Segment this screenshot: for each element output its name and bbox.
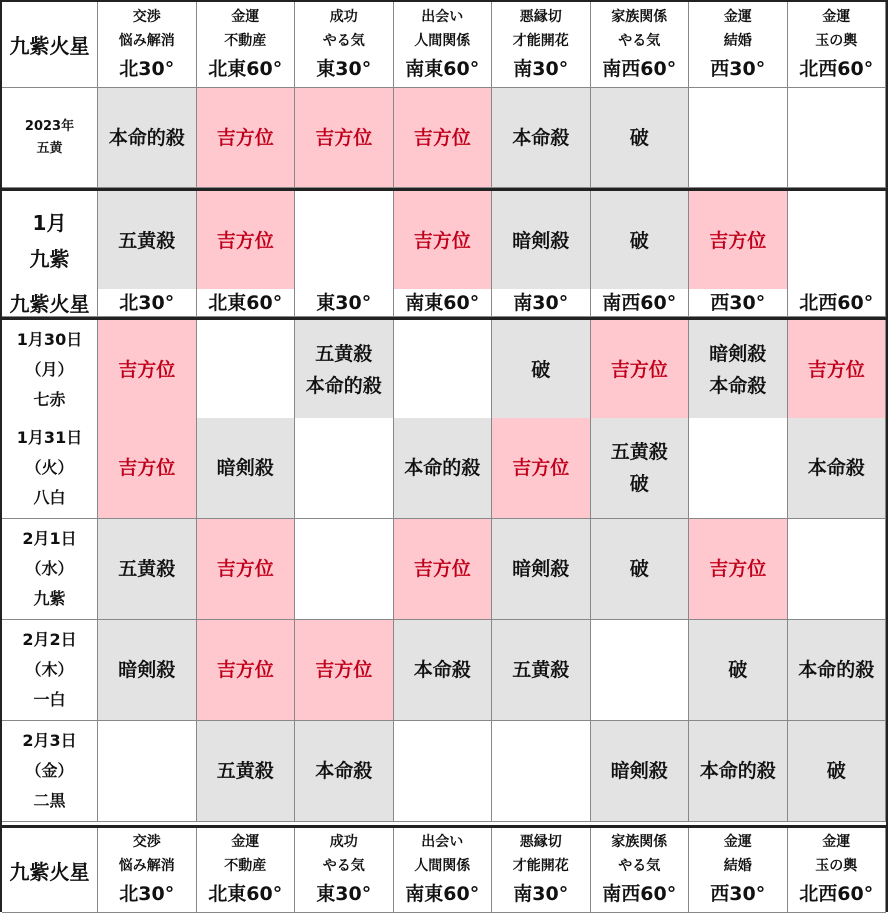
column-purpose-1: 金運	[231, 834, 260, 850]
column-purpose-1: 悪縁切	[519, 8, 562, 25]
row-label-1: 2023年	[24, 118, 75, 134]
direction-text: 西30°	[710, 291, 766, 314]
column-purpose-1: 家族関係	[611, 834, 668, 850]
footer-column-4	[394, 828, 493, 913]
day-row	[2, 418, 886, 519]
direction-cell[interactable]	[394, 88, 493, 188]
column-purpose-2: 不動産	[224, 32, 267, 49]
direction-cell[interactable]	[689, 721, 788, 822]
direction-cell[interactable]	[788, 519, 887, 620]
column-purpose-2: 人間関係	[414, 32, 471, 49]
direction-cell[interactable]	[197, 418, 296, 519]
direction-cell[interactable]	[197, 519, 296, 620]
direction-row	[2, 289, 886, 317]
footer-column-2	[197, 828, 296, 913]
direction-text: 南東60°	[405, 291, 480, 314]
direction-status-text: 五黄殺	[118, 558, 176, 580]
lucky-direction-text: 吉方位	[413, 230, 471, 252]
direction-cell[interactable]	[788, 721, 887, 822]
header-star-text: 九紫火星	[9, 34, 90, 58]
direction-cell[interactable]	[689, 88, 788, 188]
direction-status-text: 本命殺	[512, 126, 570, 149]
column-direction: 北30°	[119, 57, 175, 80]
direction-text: 東30°	[316, 291, 372, 314]
lucky-direction-text: 吉方位	[610, 359, 668, 381]
direction-status-text: 本命的殺	[404, 457, 481, 479]
lucky-direction-text: 吉方位	[216, 558, 274, 580]
column-purpose-2: 不動産	[224, 858, 267, 874]
lucky-direction-text: 吉方位	[216, 230, 274, 252]
direction-status-text: 本命殺	[413, 659, 471, 681]
column-purpose-2: 結婚	[723, 32, 752, 49]
direction-status-text: 破	[728, 659, 748, 681]
direction-cell[interactable]	[492, 88, 591, 188]
direction-status-text: 破	[629, 473, 649, 495]
direction-text: 南西60°	[602, 291, 677, 314]
direction-cell[interactable]	[788, 191, 887, 292]
header-column-6	[591, 2, 690, 88]
direction-cell[interactable]	[98, 418, 197, 519]
direction-status-text: 破	[531, 359, 551, 381]
direction-header-cell	[689, 289, 788, 317]
month-row	[2, 188, 886, 292]
direction-header-cell	[788, 289, 887, 317]
footer-row	[2, 825, 886, 913]
day-label-l1: 2月1日	[22, 529, 77, 548]
direction-status-text: 本命殺	[807, 457, 865, 479]
direction-cell[interactable]	[197, 721, 296, 822]
column-purpose-2: 玉の輿	[815, 858, 858, 874]
direction-cell[interactable]	[788, 320, 887, 421]
direction-cell[interactable]	[492, 721, 591, 822]
header-column-8	[788, 2, 887, 88]
direction-status-text: 暗剣殺	[709, 343, 767, 365]
direction-cell[interactable]	[788, 418, 887, 519]
direction-status-text: 暗剣殺	[610, 760, 668, 782]
direction-status-text: 破	[629, 126, 649, 149]
direction-status-text: 本命的殺	[699, 760, 776, 782]
direction-status-text: 五黄殺	[216, 760, 274, 782]
direction-header-cell	[295, 289, 394, 317]
column-purpose-2: 結婚	[723, 858, 752, 874]
year-row	[2, 88, 886, 188]
column-direction: 西30°	[710, 883, 766, 905]
day-label	[2, 620, 98, 721]
direction-cell[interactable]	[295, 88, 394, 188]
direction-cell[interactable]	[394, 519, 493, 620]
direction-status-text: 暗剣殺	[216, 457, 274, 479]
direction-header-cell	[492, 289, 591, 317]
direction-cell[interactable]	[689, 320, 788, 421]
direction-cell[interactable]	[788, 88, 887, 188]
direction-cell[interactable]	[689, 191, 788, 292]
day-label-l3: 二黒	[33, 791, 66, 810]
direction-status-text: 五黄殺	[315, 343, 373, 365]
direction-header-cell	[197, 289, 296, 317]
direction-cell[interactable]	[591, 620, 690, 721]
day-row	[2, 721, 886, 822]
direction-status-text: 本命殺	[709, 375, 767, 397]
direction-cell[interactable]	[197, 320, 296, 421]
column-purpose-1: 交渉	[132, 834, 161, 850]
day-label-l2: （火）	[25, 458, 74, 477]
column-direction: 南東60°	[405, 883, 480, 905]
column-direction: 北30°	[119, 883, 175, 905]
column-direction: 東30°	[316, 883, 372, 905]
day-label-l1: 2月3日	[22, 731, 77, 750]
direction-cell[interactable]	[98, 519, 197, 620]
direction-cell[interactable]	[591, 519, 690, 620]
header-star-label	[2, 2, 98, 88]
lucky-direction-text: 吉方位	[709, 558, 767, 580]
column-purpose-1: 金運	[231, 8, 260, 25]
footer-column-5	[492, 828, 591, 913]
column-purpose-2: 人間関係	[414, 858, 471, 874]
direction-cell[interactable]	[98, 88, 197, 188]
day-label-l2: （月）	[25, 360, 74, 379]
direction-header-cell	[98, 289, 197, 317]
direction-cell[interactable]	[295, 320, 394, 421]
column-purpose-1: 金運	[822, 834, 851, 850]
lucky-direction-text: 吉方位	[315, 659, 373, 681]
footer-column-6	[591, 828, 690, 913]
column-purpose-2: 悩み解消	[118, 32, 175, 49]
direction-cell[interactable]	[492, 418, 591, 519]
column-direction: 南西60°	[602, 883, 677, 905]
column-direction: 南30°	[513, 883, 569, 905]
direction-status-text: 破	[629, 558, 649, 580]
column-purpose-1: 成功	[329, 834, 358, 850]
header-column-4	[394, 2, 493, 88]
column-direction: 北東60°	[208, 57, 283, 80]
column-direction: 北西60°	[799, 883, 874, 905]
column-purpose-1: 出会い	[421, 8, 464, 25]
direction-status-text: 破	[826, 760, 846, 782]
direction-cell[interactable]	[295, 191, 394, 292]
column-direction: 南30°	[513, 57, 569, 80]
column-direction: 北東60°	[208, 883, 283, 905]
footer-column-7	[689, 828, 788, 913]
direction-cell[interactable]	[591, 191, 690, 292]
column-purpose-2: やる気	[322, 858, 365, 874]
header-column-1	[98, 2, 197, 88]
direction-text: 北東60°	[208, 291, 283, 314]
day-row	[2, 620, 886, 721]
day-label-l3: 一白	[33, 690, 66, 709]
footer-column-8	[788, 828, 887, 913]
header-column-5	[492, 2, 591, 88]
day-label-l2: （水）	[25, 559, 74, 578]
lucky-direction-text: 吉方位	[709, 230, 767, 252]
column-purpose-1: 成功	[329, 8, 358, 25]
day-label	[2, 418, 98, 519]
column-purpose-2: 才能開花	[512, 32, 569, 49]
column-direction: 南西60°	[602, 57, 677, 80]
column-purpose-2: やる気	[618, 32, 661, 49]
lucky-direction-text: 吉方位	[413, 558, 471, 580]
footer-column-1	[98, 828, 197, 913]
direction-cell[interactable]	[98, 320, 197, 421]
direction-cell[interactable]	[295, 620, 394, 721]
column-purpose-1: 交渉	[132, 8, 161, 25]
direction-status-text: 五黄殺	[610, 441, 668, 463]
column-purpose-2: 悩み解消	[118, 858, 175, 874]
direction-cell[interactable]	[295, 418, 394, 519]
column-purpose-1: 出会い	[421, 834, 464, 850]
direction-cell[interactable]	[689, 418, 788, 519]
direction-status-text: 本命殺	[315, 760, 373, 782]
direction-cell[interactable]	[689, 519, 788, 620]
direction-status-text: 本命的殺	[305, 375, 382, 397]
direction-cell[interactable]	[197, 191, 296, 292]
direction-cell[interactable]	[394, 620, 493, 721]
direction-cell[interactable]	[492, 320, 591, 421]
day-label	[2, 519, 98, 620]
direction-cell[interactable]	[492, 519, 591, 620]
lucky-direction-text: 吉方位	[216, 126, 274, 149]
direction-cell[interactable]	[689, 620, 788, 721]
column-purpose-2: やる気	[322, 32, 365, 49]
direction-cell[interactable]	[197, 620, 296, 721]
direction-cell[interactable]	[591, 721, 690, 822]
direction-cell[interactable]	[394, 721, 493, 822]
header-column-2	[197, 2, 296, 88]
direction-text: 北30°	[119, 291, 175, 314]
star-text: 九紫火星	[9, 292, 90, 316]
day-label-l3: 九紫	[33, 589, 66, 608]
month-row-label	[2, 191, 98, 292]
day-label-l2: （金）	[25, 761, 74, 780]
header-column-3	[295, 2, 394, 88]
row-label-2: 九紫	[29, 247, 70, 271]
direction-cell[interactable]	[295, 721, 394, 822]
year-row-label	[2, 88, 98, 188]
lucky-direction-text: 吉方位	[118, 457, 176, 479]
direction-text: 南30°	[513, 291, 569, 314]
direction-cell[interactable]	[394, 320, 493, 421]
direction-status-text: 暗剣殺	[118, 659, 176, 681]
column-purpose-2: 才能開花	[512, 858, 569, 874]
direction-status-text: 暗剣殺	[512, 230, 570, 252]
column-direction: 北西60°	[799, 57, 874, 80]
direction-cell[interactable]	[394, 191, 493, 292]
column-purpose-2: やる気	[618, 858, 661, 874]
footer-star-text: 九紫火星	[9, 859, 90, 884]
direction-cell[interactable]	[295, 519, 394, 620]
direction-row-star	[2, 289, 98, 317]
direction-cell[interactable]	[98, 620, 197, 721]
day-label	[2, 721, 98, 822]
direction-status-text: 破	[629, 230, 649, 252]
direction-header-cell	[394, 289, 493, 317]
day-row	[2, 317, 886, 421]
day-label-l3: 八白	[33, 488, 66, 507]
direction-cell[interactable]	[591, 88, 690, 188]
direction-header-cell	[591, 289, 690, 317]
direction-status-text: 本命的殺	[798, 659, 875, 681]
column-direction: 東30°	[316, 57, 372, 80]
column-purpose-1: 家族関係	[611, 8, 668, 25]
row-label-1: 1月	[32, 211, 67, 235]
column-purpose-2: 玉の輿	[815, 32, 858, 49]
lucky-direction-text: 吉方位	[512, 457, 570, 479]
direction-cell[interactable]	[591, 418, 690, 519]
lucky-direction-text: 吉方位	[807, 359, 865, 381]
lucky-direction-text: 吉方位	[118, 359, 176, 381]
lucky-direction-text: 吉方位	[413, 126, 471, 149]
direction-status-text: 暗剣殺	[512, 558, 570, 580]
day-label-l1: 1月30日	[16, 330, 83, 349]
lucky-direction-text: 吉方位	[315, 126, 373, 149]
direction-text: 北西60°	[799, 291, 874, 314]
header-row	[2, 2, 886, 88]
day-label-l1: 1月31日	[16, 428, 83, 447]
day-label-l2: （木）	[25, 660, 74, 679]
direction-cell[interactable]	[197, 88, 296, 188]
direction-cell[interactable]	[492, 191, 591, 292]
day-label-l1: 2月2日	[22, 630, 77, 649]
column-purpose-1: 金運	[723, 8, 752, 25]
direction-cell[interactable]	[98, 191, 197, 292]
direction-status-text: 五黄殺	[512, 659, 570, 681]
direction-cell[interactable]	[492, 620, 591, 721]
column-purpose-1: 悪縁切	[519, 834, 562, 850]
day-label	[2, 320, 98, 421]
day-row	[2, 519, 886, 620]
column-direction: 南東60°	[405, 57, 480, 80]
column-direction: 西30°	[710, 57, 766, 80]
direction-cell[interactable]	[591, 320, 690, 421]
footer-star-label	[2, 828, 98, 913]
lucky-direction-text: 吉方位	[216, 659, 274, 681]
direction-status-text: 本命的殺	[108, 126, 185, 149]
header-column-7	[689, 2, 788, 88]
column-purpose-1: 金運	[822, 8, 851, 25]
direction-status-text: 五黄殺	[118, 230, 176, 252]
direction-cell[interactable]	[98, 721, 197, 822]
day-label-l3: 七赤	[33, 390, 66, 409]
column-purpose-1: 金運	[723, 834, 752, 850]
direction-cell[interactable]	[394, 418, 493, 519]
direction-cell[interactable]	[788, 620, 887, 721]
row-label-2: 五黄	[36, 140, 63, 156]
footer-column-3	[295, 828, 394, 913]
